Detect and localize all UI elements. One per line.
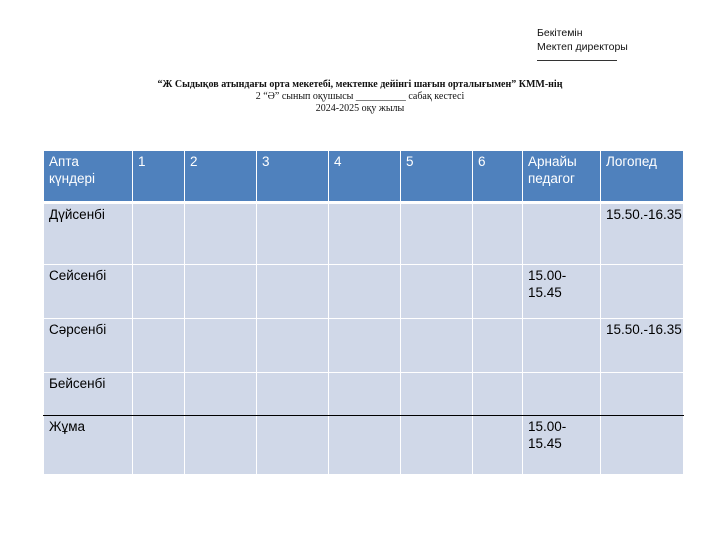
table-cell <box>401 203 473 265</box>
table-cell <box>257 203 329 265</box>
table-cell <box>329 373 401 416</box>
table-cell <box>257 416 329 475</box>
table-cell <box>473 203 523 265</box>
table-cell <box>133 203 185 265</box>
approval-title: Бекітемін <box>537 27 583 39</box>
table-cell <box>329 265 401 319</box>
table-cell <box>401 319 473 373</box>
table-cell <box>185 265 257 319</box>
special-teacher-cell: 15.00-15.45 <box>523 416 601 475</box>
signature-line <box>537 60 617 61</box>
day-cell: Дүйсенбі <box>44 203 133 265</box>
academic-year: 2024-2025 оқу жылы <box>315 103 405 114</box>
table-cell <box>257 373 329 416</box>
header-row <box>44 151 684 203</box>
table-cell <box>185 203 257 265</box>
speech-therapist-cell <box>601 373 684 416</box>
schedule-table <box>43 150 684 475</box>
table-cell <box>185 319 257 373</box>
col-header-special-teacher: Арнайы педагог <box>523 151 601 203</box>
speech-therapist-cell: 15.50.-16.35 <box>601 319 684 373</box>
table-cell <box>473 373 523 416</box>
table-cell <box>185 373 257 416</box>
special-teacher-cell: 15.00-15.45 <box>523 265 601 319</box>
approval-position: Мектеп директоры <box>537 41 628 53</box>
schedule-subtitle: 2 “Ә” сынып оқушысы __________ сабақ кестесі <box>255 91 465 102</box>
col-header-days: Апта күндері <box>44 151 133 203</box>
table-row <box>44 319 684 373</box>
speech-therapist-cell: 15.50.-16.35 <box>601 203 684 265</box>
table-cell <box>133 319 185 373</box>
table-row <box>44 373 684 416</box>
special-teacher-cell <box>523 319 601 373</box>
col-header-speech-therapist: Логопед <box>601 151 684 203</box>
day-cell: Сейсенбі <box>44 265 133 319</box>
school-title: “Ж Сыдықов атындағы орта мекетебі, мектепке дейінгі шағын орталығымен” КММ-нің <box>157 79 563 90</box>
col-header-2: 2 <box>185 151 257 203</box>
day-cell: Жұма <box>44 416 133 475</box>
table-cell <box>473 416 523 475</box>
table-cell <box>473 265 523 319</box>
table-row <box>44 203 684 265</box>
approval-block <box>537 26 647 61</box>
special-teacher-cell <box>523 373 601 416</box>
special-teacher-cell <box>523 203 601 265</box>
table-cell <box>133 373 185 416</box>
day-cell: Бейсенбі <box>44 373 133 416</box>
table-cell <box>401 416 473 475</box>
table-row <box>44 265 684 319</box>
table-cell <box>257 265 329 319</box>
speech-therapist-cell <box>601 265 684 319</box>
table-row <box>44 416 684 475</box>
table-cell <box>401 265 473 319</box>
table-cell <box>401 373 473 416</box>
table-cell <box>329 203 401 265</box>
col-header-1: 1 <box>133 151 185 203</box>
col-header-4: 4 <box>329 151 401 203</box>
col-header-5: 5 <box>401 151 473 203</box>
table-cell <box>185 416 257 475</box>
table-cell <box>133 265 185 319</box>
document-header <box>0 79 720 115</box>
table-cell <box>257 319 329 373</box>
col-header-3: 3 <box>257 151 329 203</box>
table-cell <box>329 416 401 475</box>
table-cell <box>133 416 185 475</box>
col-header-6: 6 <box>473 151 523 203</box>
table-cell <box>473 319 523 373</box>
speech-therapist-cell <box>601 416 684 475</box>
table-cell <box>329 319 401 373</box>
day-cell: Сәрсенбі <box>44 319 133 373</box>
